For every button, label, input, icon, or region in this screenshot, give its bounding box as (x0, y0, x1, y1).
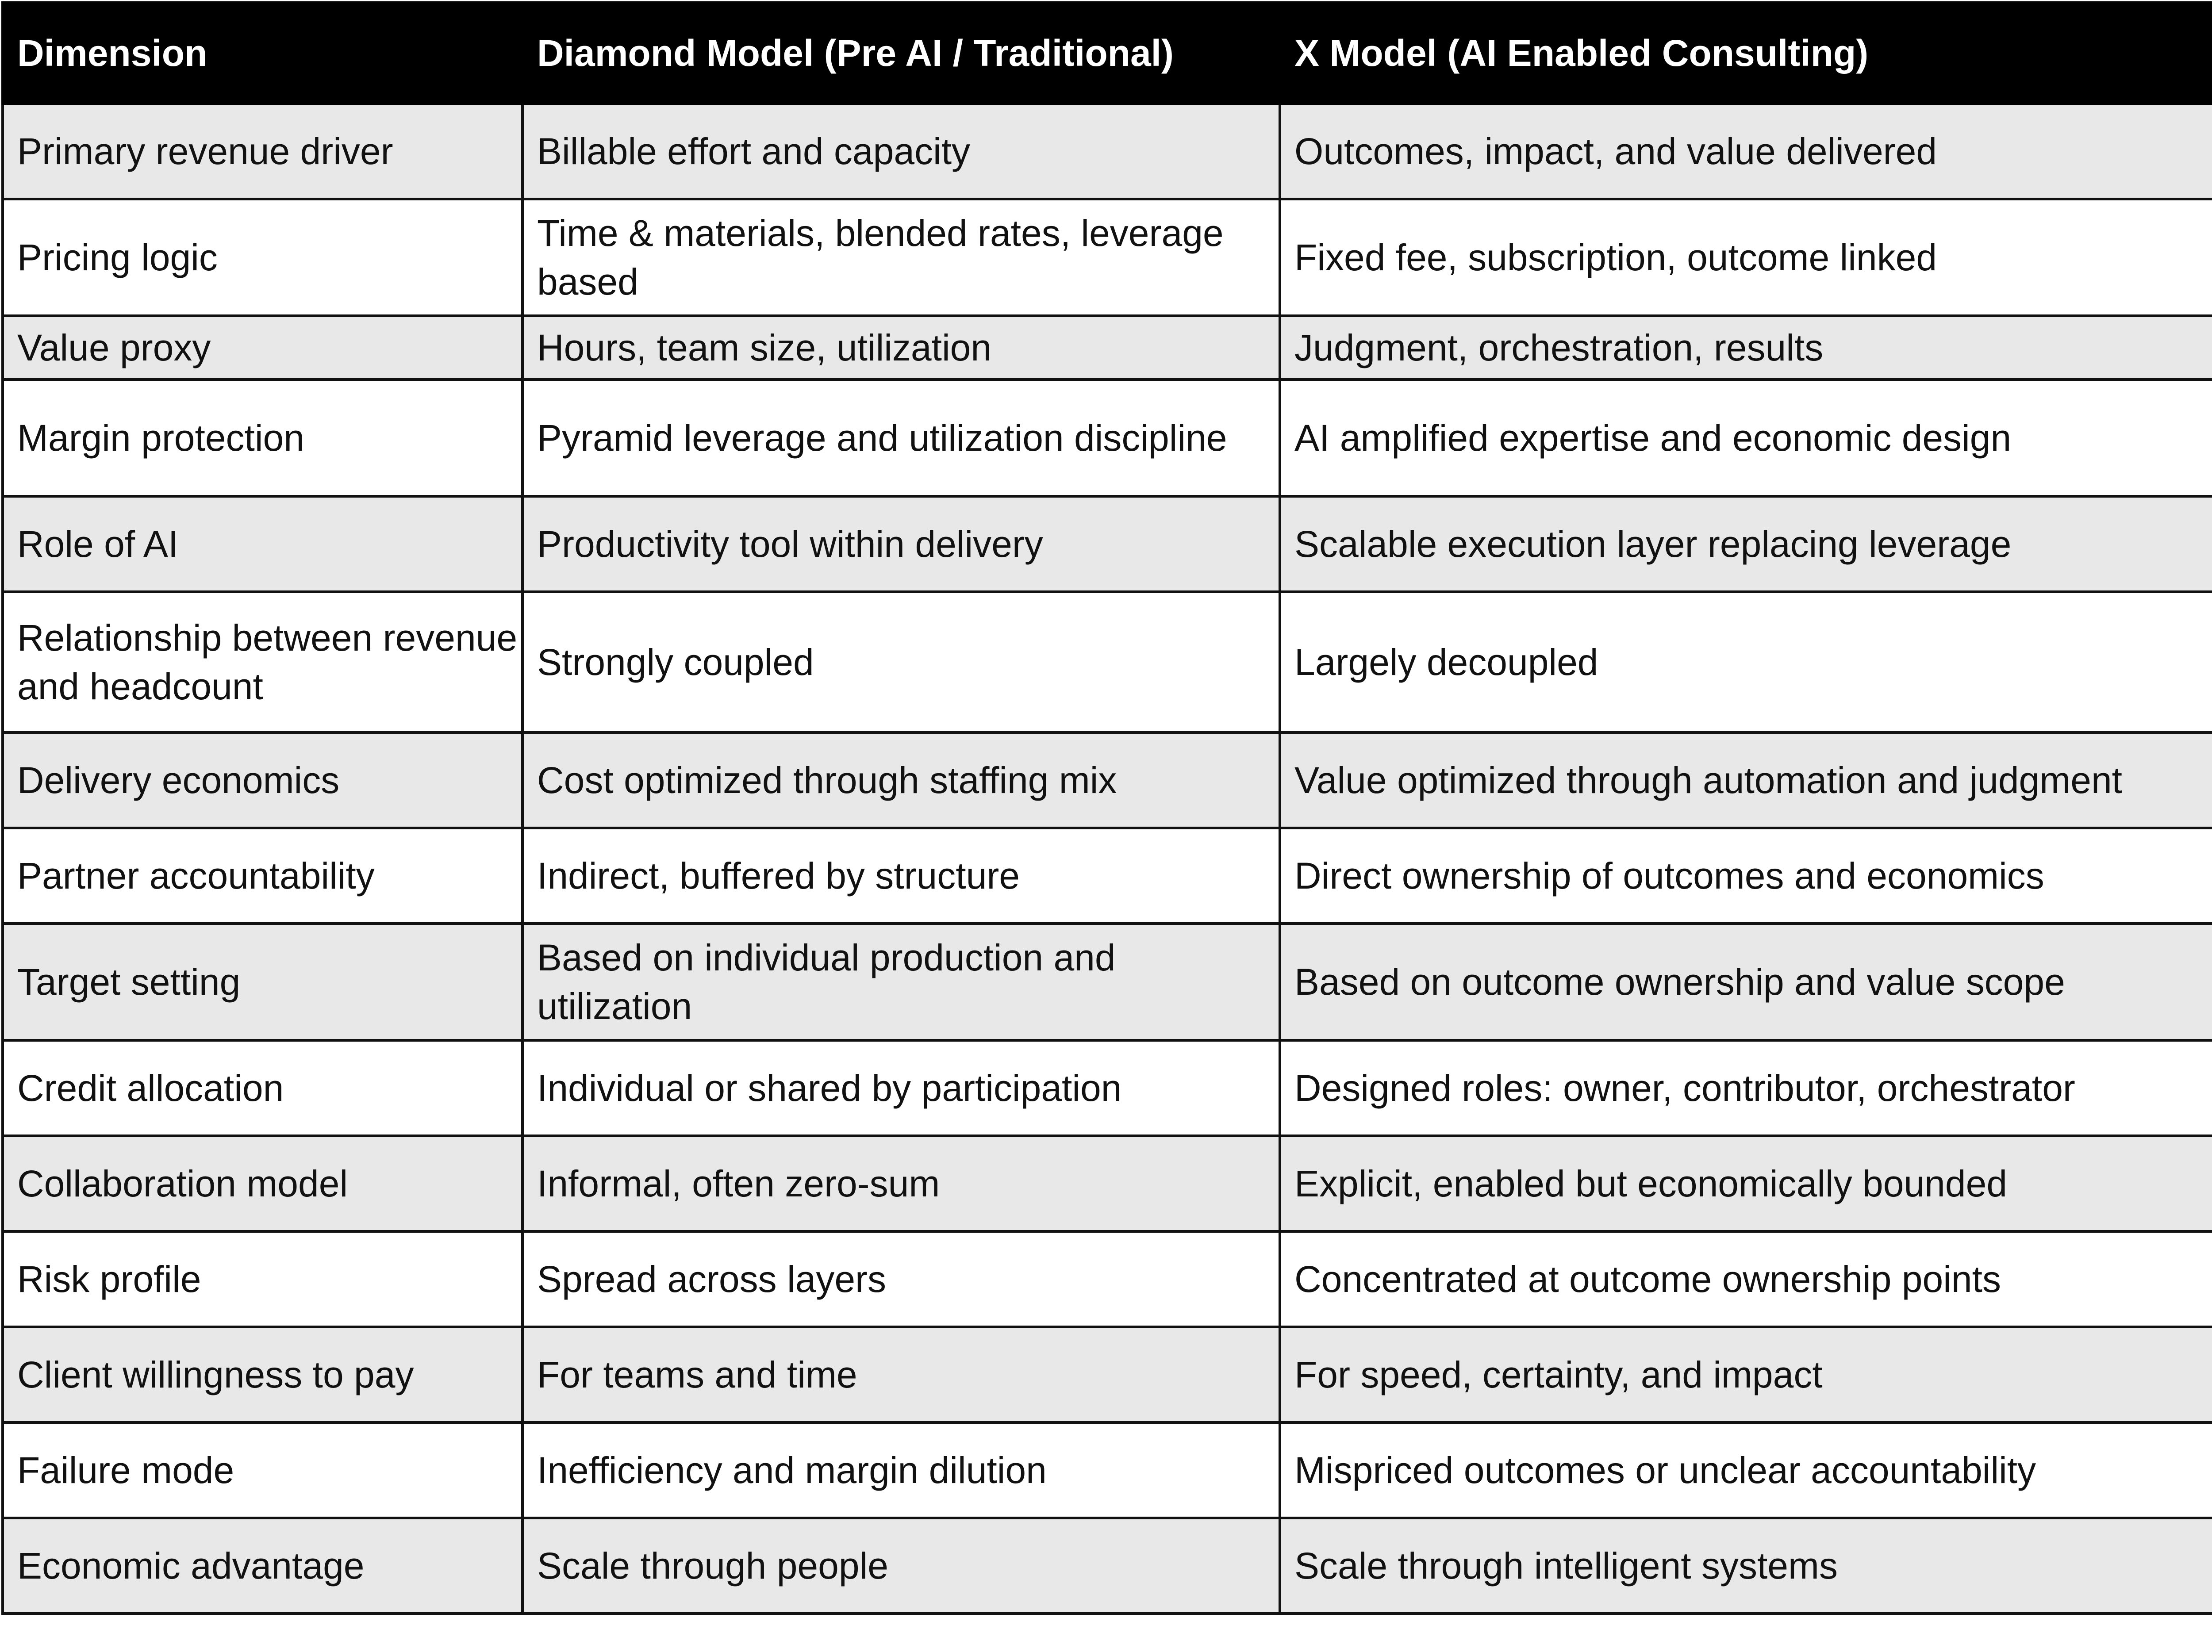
cell-diamond: Hours, team size, utilization (522, 316, 1280, 379)
table-row (3, 1422, 2212, 1518)
cell-diamond: Time & materials, blended rates, leverage based (522, 199, 1280, 316)
cell-dimension: Primary revenue driver (3, 103, 522, 199)
table-row (3, 1040, 2212, 1136)
cell-dimension: Economic advantage (3, 1518, 522, 1614)
cell-diamond: Strongly coupled (522, 592, 1280, 732)
header-dimension: Dimension (3, 3, 522, 103)
cell-dimension: Partner accountability (3, 828, 522, 924)
cell-diamond: Based on individual production and utilization (522, 924, 1280, 1040)
cell-diamond: Pyramid leverage and utilization discipline (522, 379, 1280, 496)
table-row (3, 732, 2212, 828)
table-row (3, 924, 2212, 1040)
cell-diamond: Scale through people (522, 1518, 1280, 1614)
cell-x: Designed roles: owner, contributor, orchestrator (1280, 1040, 2212, 1136)
cell-x: Fixed fee, subscription, outcome linked (1280, 199, 2212, 316)
table-row (3, 103, 2212, 199)
header-diamond-model: Diamond Model (Pre AI / Traditional) (522, 3, 1280, 103)
table-row (3, 1327, 2212, 1422)
table-row (3, 1231, 2212, 1327)
cell-x: Outcomes, impact, and value delivered (1280, 103, 2212, 199)
cell-x: For speed, certainty, and impact (1280, 1327, 2212, 1422)
cell-dimension: Role of AI (3, 496, 522, 592)
cell-diamond: Spread across layers (522, 1231, 1280, 1327)
cell-x: AI amplified expertise and economic design (1280, 379, 2212, 496)
header-row (3, 3, 2212, 103)
cell-dimension: Target setting (3, 924, 522, 1040)
cell-x: Mispriced outcomes or unclear accountability (1280, 1422, 2212, 1518)
cell-x: Direct ownership of outcomes and economics (1280, 828, 2212, 924)
table-row (3, 592, 2212, 732)
cell-dimension: Margin protection (3, 379, 522, 496)
cell-dimension: Value proxy (3, 316, 522, 379)
cell-diamond: Inefficiency and margin dilution (522, 1422, 1280, 1518)
table-row (3, 316, 2212, 379)
cell-diamond: Billable effort and capacity (522, 103, 1280, 199)
table-row (3, 1518, 2212, 1614)
cell-dimension: Collaboration model (3, 1136, 522, 1231)
cell-x: Judgment, orchestration, results (1280, 316, 2212, 379)
table-row (3, 496, 2212, 592)
cell-dimension: Credit allocation (3, 1040, 522, 1136)
cell-dimension: Relationship between revenue and headcount (3, 592, 522, 732)
cell-x: Explicit, enabled but economically bounded (1280, 1136, 2212, 1231)
cell-dimension: Client willingness to pay (3, 1327, 522, 1422)
cell-x: Concentrated at outcome ownership points (1280, 1231, 2212, 1327)
cell-x: Based on outcome ownership and value scope (1280, 924, 2212, 1040)
cell-diamond: For teams and time (522, 1327, 1280, 1422)
table-row (3, 1136, 2212, 1231)
cell-dimension: Delivery economics (3, 732, 522, 828)
cell-x: Scalable execution layer replacing leverage (1280, 496, 2212, 592)
cell-x: Largely decoupled (1280, 592, 2212, 732)
comparison-table (1, 1, 2212, 1615)
cell-dimension: Risk profile (3, 1231, 522, 1327)
cell-x: Scale through intelligent systems (1280, 1518, 2212, 1614)
cell-dimension: Failure mode (3, 1422, 522, 1518)
cell-dimension: Pricing logic (3, 199, 522, 316)
cell-diamond: Indirect, buffered by structure (522, 828, 1280, 924)
table-row (3, 828, 2212, 924)
cell-diamond: Productivity tool within delivery (522, 496, 1280, 592)
cell-x: Value optimized through automation and judgment (1280, 732, 2212, 828)
table-header (3, 3, 2212, 103)
cell-diamond: Cost optimized through staffing mix (522, 732, 1280, 828)
table-row (3, 379, 2212, 496)
table-body (3, 103, 2212, 1614)
cell-diamond: Individual or shared by participation (522, 1040, 1280, 1136)
cell-diamond: Informal, often zero-sum (522, 1136, 1280, 1231)
table-row (3, 199, 2212, 316)
header-x-model: X Model (AI Enabled Consulting) (1280, 3, 2212, 103)
